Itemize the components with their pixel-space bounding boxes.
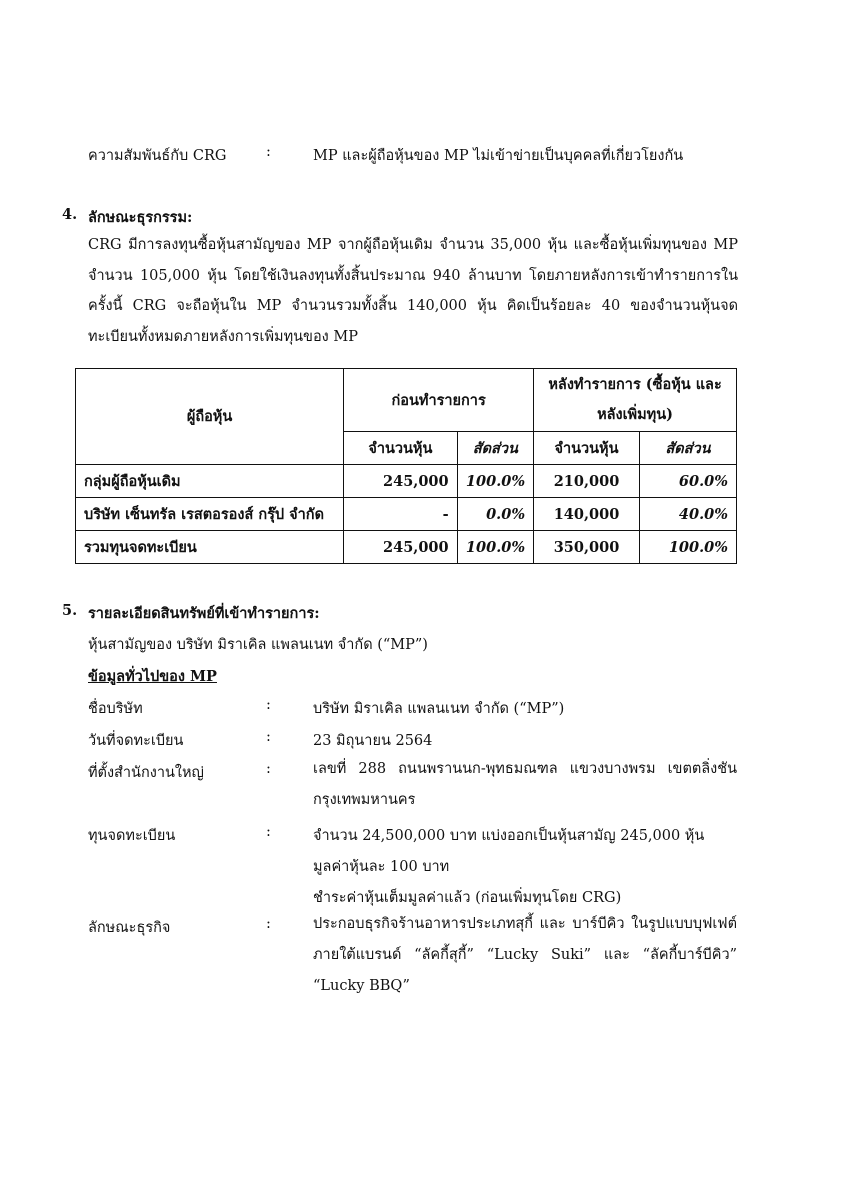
field-colon: : — [266, 729, 271, 745]
sub-before-ratio: สัดส่วน — [457, 432, 534, 465]
header-after: หลังทำรายการ (ซื้อหุ้น และหลังเพิ่มทุน) — [534, 369, 737, 432]
general-info-heading: ข้อมูลทั่วไปของ MP — [88, 668, 217, 685]
section4-number: 4. — [62, 206, 78, 223]
field-label-company: ชื่อบริษัท — [88, 701, 143, 717]
field-value-business: ประกอบธุรกิจร้านอาหารประเภทสุกี้ และ บาร์บีคิว ในรูปแบบบุฟเฟต์ภายใต้แบรนด์ “ลัคกี้สุกี้” “Lucky Suki” และ “ลัคกี้บาร์บีคิว” “Lucky BBQ” — [313, 916, 737, 994]
field-label-business: ลักษณะธุรกิจ — [88, 920, 171, 936]
field-label-head-office: ที่ตั้งสำนักงานใหญ่ — [88, 765, 204, 781]
sub-before-shares: จำนวนหุ้น — [344, 432, 457, 465]
row-before-shares: 245,000 — [344, 465, 457, 498]
row-name: รวมทุนจดทะเบียน — [76, 531, 344, 564]
field-colon: : — [266, 761, 271, 777]
section4-body: CRG มีการลงทุนซื้อหุ้นสามัญของ MP จากผู้ถือหุ้นเดิม จำนวน 35,000 หุ้น และซื้อหุ้นเพิ่มทุนของ MP จำนวน 105,000 หุ้น โดยใช้เงินลงทุนทั้งสิ้นประมาณ 940 ล้านบาท โดยภายหลังการเข้าทำรายการในครั้งนี้ CRG จะถือหุ้นใน MP จำนวนรวมทั้งสิ้น 140,000 หุ้น คิดเป็นร้อยละ 40 ของจำนวนหุ้นจดทะเบียนทั้งหมดภายหลังการเพิ่มทุนของ MP — [88, 237, 738, 345]
row-after-ratio: 60.0% — [639, 465, 736, 498]
sub-after-ratio: สัดส่วน — [639, 432, 736, 465]
row-before-ratio: 100.0% — [457, 531, 534, 564]
row-after-shares: 140,000 — [534, 498, 640, 531]
field-colon: : — [266, 916, 271, 932]
field-colon: : — [266, 697, 271, 713]
row-before-ratio: 0.0% — [457, 498, 534, 531]
field-value-capital-line3: ชำระค่าหุ้นเต็มมูลค่าแล้ว (ก่อนเพิ่มทุนโดย CRG) — [313, 890, 622, 906]
shareholder-table — [75, 368, 737, 564]
header-shareholder: ผู้ถือหุ้น — [76, 369, 344, 465]
sub-after-shares: จำนวนหุ้น — [534, 432, 640, 465]
header-before: ก่อนทำรายการ — [344, 369, 534, 432]
relation-value: MP และผู้ถือหุ้นของ MP ไม่เข้าข่ายเป็นบุคคลที่เกี่ยวโยงกัน — [313, 148, 684, 164]
row-after-shares: 350,000 — [534, 531, 640, 564]
row-name: กลุ่มผู้ถือหุ้นเดิม — [76, 465, 344, 498]
section5-asset: หุ้นสามัญของ บริษัท มิราเคิล แพลนเนท จำกัด (“MP”) — [88, 637, 428, 653]
row-after-ratio: 40.0% — [639, 498, 736, 531]
table-row — [76, 498, 737, 531]
field-value-company: บริษัท มิราเคิล แพลนเนท จำกัด (“MP”) — [313, 701, 565, 717]
table-row — [76, 465, 737, 498]
relation-label: ความสัมพันธ์กับ CRG — [88, 148, 227, 164]
row-after-ratio: 100.0% — [639, 531, 736, 564]
row-before-shares: 245,000 — [344, 531, 457, 564]
field-value-reg-date: 23 มิถุนายน 2564 — [313, 733, 433, 749]
section4-title: ลักษณะธุรกรรม: — [88, 209, 193, 226]
field-colon: : — [266, 824, 271, 840]
field-label-reg-date: วันที่จดทะเบียน — [88, 733, 184, 749]
field-label-capital: ทุนจดทะเบียน — [88, 828, 176, 844]
row-name: บริษัท เซ็นทรัล เรสตอรองส์ กรุ๊ป จำกัด — [76, 498, 344, 531]
row-after-shares: 210,000 — [534, 465, 640, 498]
section5-title: รายละเอียดสินทรัพย์ที่เข้าทำรายการ: — [88, 605, 320, 622]
field-value-capital-line2: มูลค่าหุ้นละ 100 บาท — [313, 859, 450, 875]
row-before-shares: - — [344, 498, 457, 531]
field-value-capital-line1: จำนวน 24,500,000 บาท แบ่งออกเป็นหุ้นสามัญ 245,000 หุ้น — [313, 828, 705, 844]
row-before-ratio: 100.0% — [457, 465, 534, 498]
section5-number: 5. — [62, 602, 78, 619]
table-row — [76, 531, 737, 564]
field-value-head-office: เลขที่ 288 ถนนพรานนก-พุทธมณฑล แขวงบางพรม เขตตลิ่งชัน กรุงเทพมหานคร — [313, 761, 737, 808]
relation-colon: : — [266, 144, 271, 160]
